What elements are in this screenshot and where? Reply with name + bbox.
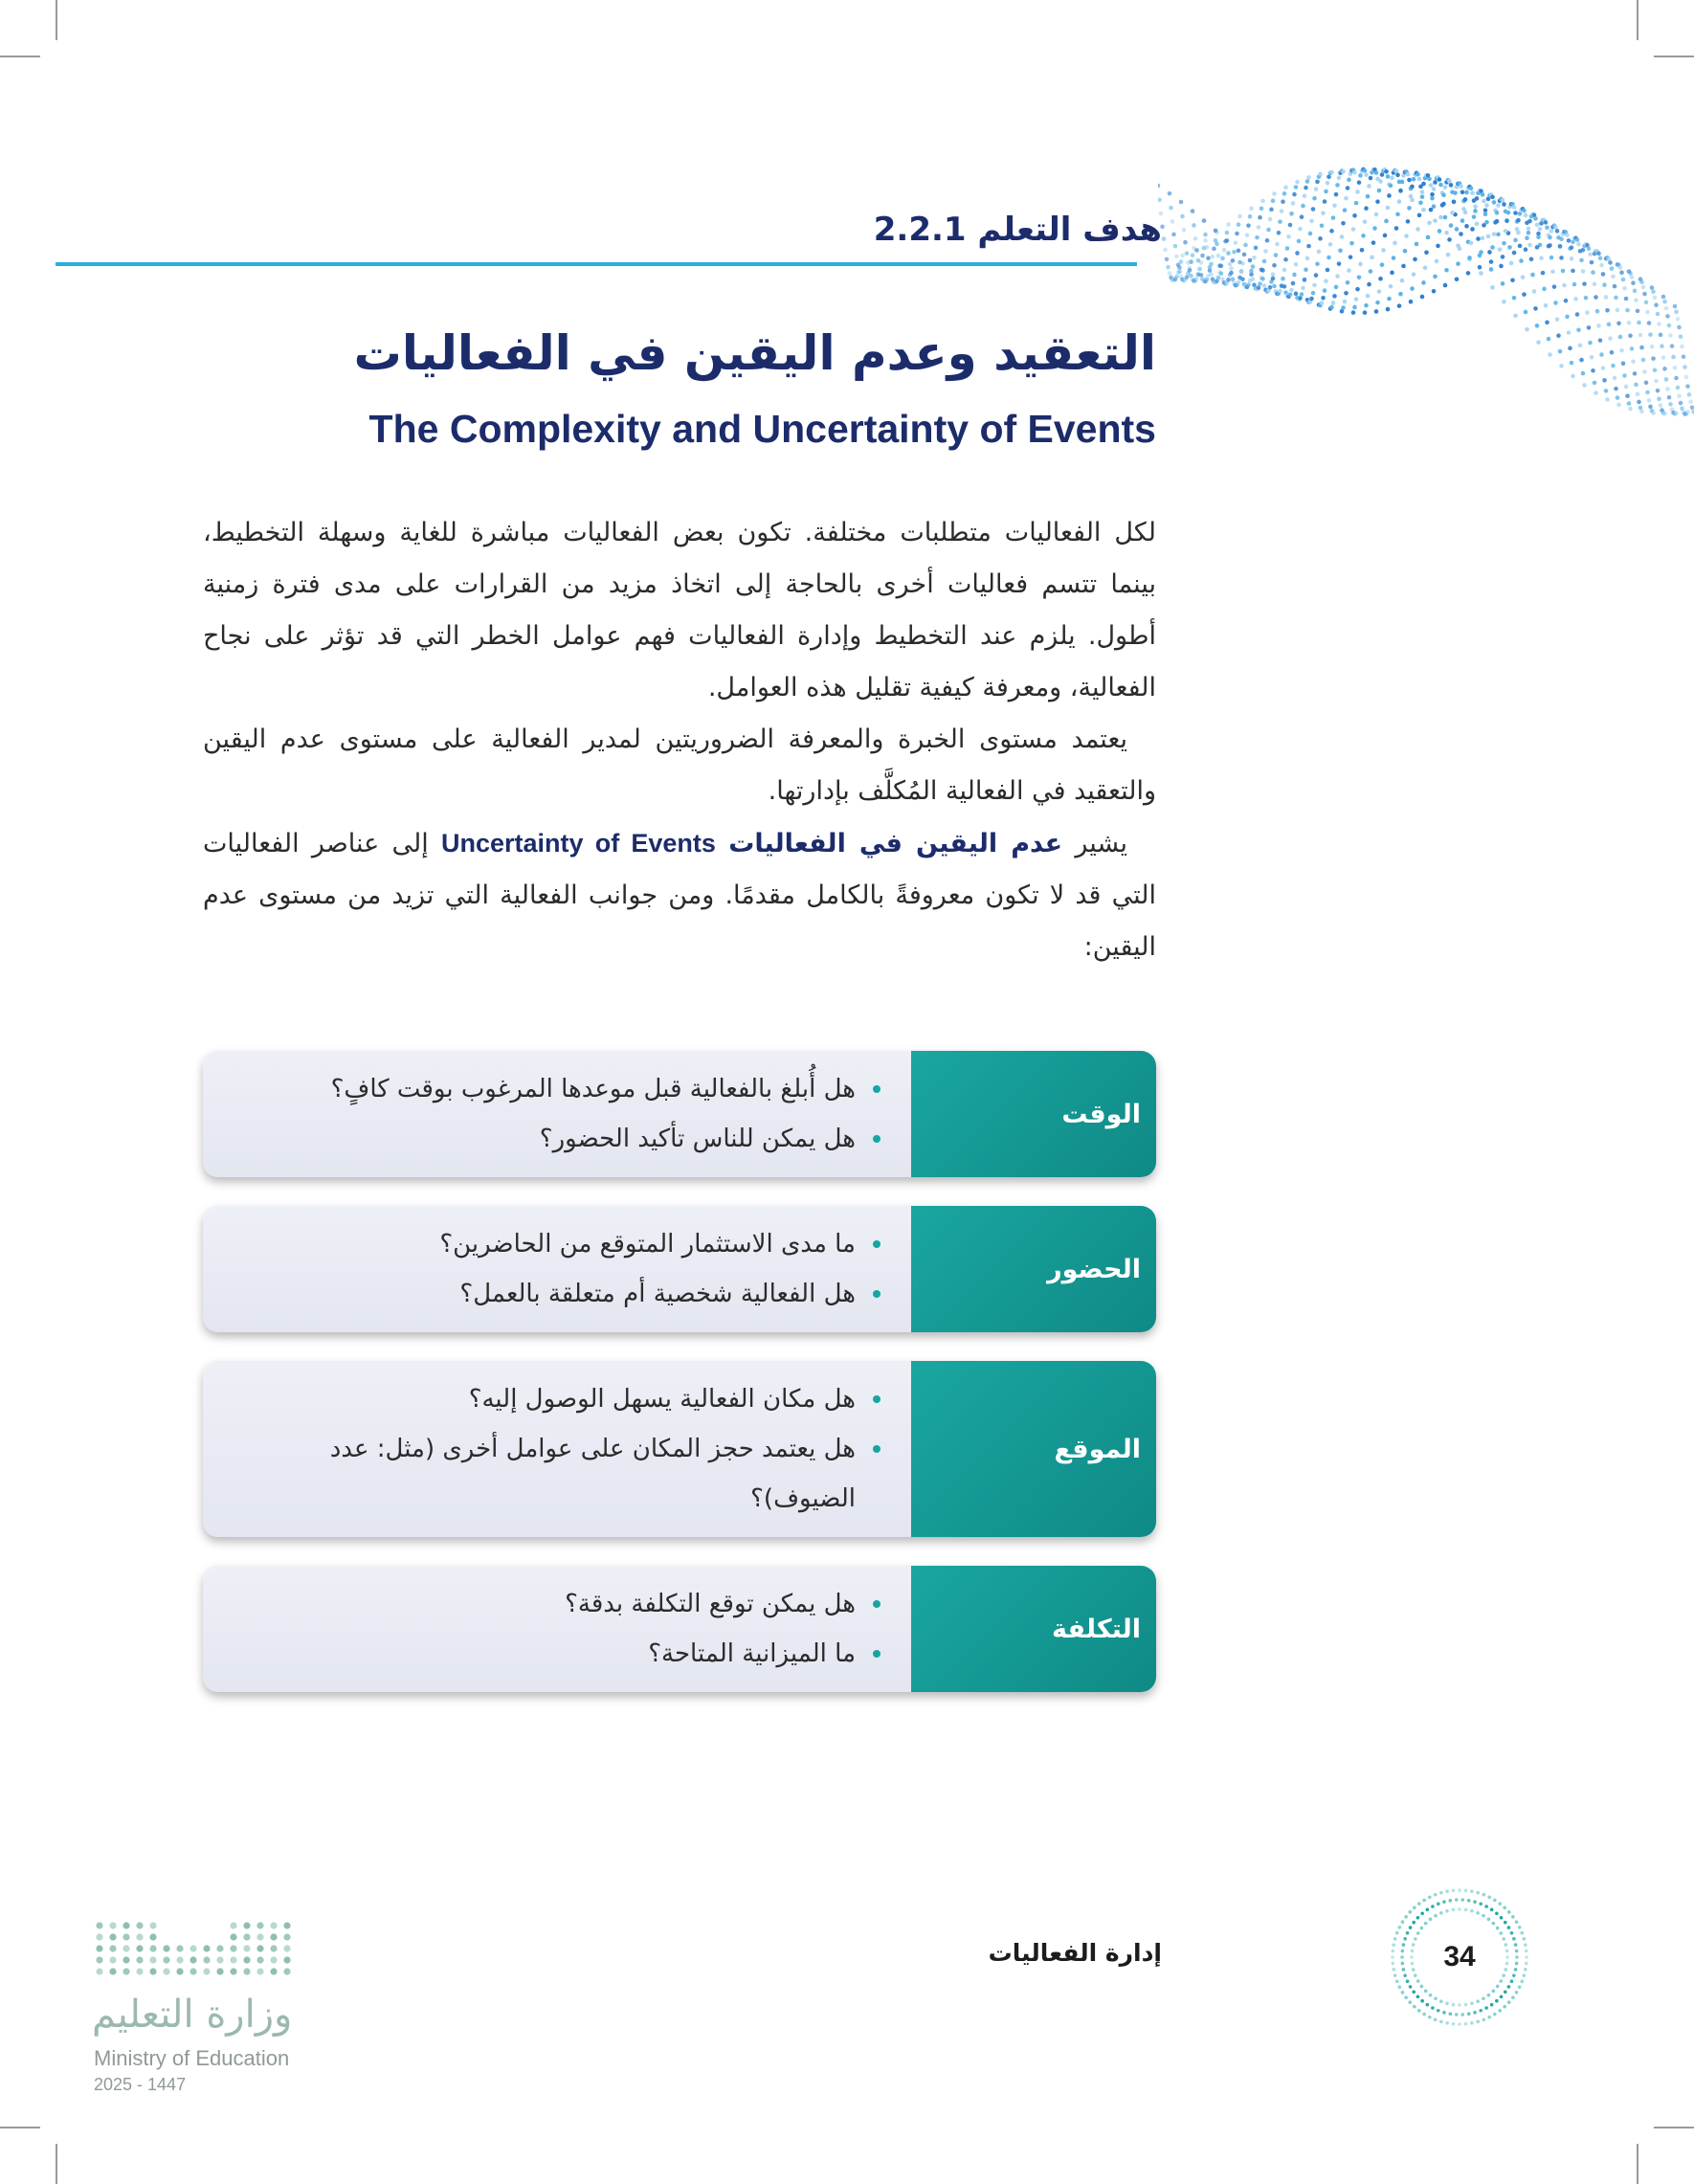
term-english: Uncertainty of Events <box>440 829 716 858</box>
factor-label: التكلفة <box>911 1566 1156 1692</box>
factor-card-attendance <box>203 1206 1156 1332</box>
factor-card-time <box>203 1051 1156 1177</box>
paragraph-2-text: يعتمد مستوى الخبرة والمعرفة الضروريتين لمدير الفعالية على مستوى عدم اليقين والتعقيد في الفعالية المُكلَّف بإدارتها. <box>203 724 1156 806</box>
ministry-name-english: Ministry of Education <box>94 2046 290 2070</box>
factor-label: الموقع <box>911 1361 1156 1537</box>
learning-objective: هدف التعلم 2.2.1 <box>873 211 1162 249</box>
factor-questions <box>203 1051 911 1177</box>
uncertainty-factors <box>203 1051 1156 1721</box>
ministry-year: 2025 - 1447 <box>94 2075 187 2094</box>
term-arabic: عدم اليقين في الفعاليات <box>728 829 1063 858</box>
factor-card-cost <box>203 1566 1156 1692</box>
body-text <box>203 507 1156 973</box>
question-item: هل أُبلغ بالفعالية قبل موعدها المرغوب بوقت كافٍ؟ <box>232 1064 882 1114</box>
crop-mark <box>1654 56 1694 57</box>
question-item: ما الميزانية المتاحة؟ <box>232 1629 882 1679</box>
question-item: هل يمكن توقع التكلفة بدقة؟ <box>232 1579 882 1629</box>
factor-label: الحضور <box>911 1206 1156 1332</box>
page-number: 34 <box>1443 1941 1476 1972</box>
page-number-badge <box>1388 1885 1531 2029</box>
crop-mark <box>0 2127 40 2128</box>
crop-mark <box>1654 2127 1694 2128</box>
factor-card-location <box>203 1361 1156 1537</box>
ministry-name-arabic: وزارة التعليم <box>92 1993 293 2037</box>
crop-mark <box>56 0 57 40</box>
page-title-arabic: التعقيد وعدم اليقين في الفعاليات <box>353 325 1156 381</box>
crop-mark <box>1637 0 1638 40</box>
question-item: هل مكان الفعالية يسهل الوصول إليه؟ <box>232 1374 882 1424</box>
book-title: إدارة الفعاليات <box>988 1939 1162 1967</box>
question-item: هل يمكن للناس تأكيد الحضور؟ <box>232 1114 882 1164</box>
page-title-english: The Complexity and Uncertainty of Events <box>368 407 1156 451</box>
ministry-logo-icon <box>92 1918 312 1985</box>
paragraph-2 <box>203 714 1156 817</box>
paragraph-3-rest: إلى عناصر الفعاليات التي قد لا تكون معروفةً بالكامل مقدمًا. ومن جوانب الفعالية التي تزيد من مستوى عدم اليقين: <box>203 829 1156 962</box>
wave-decoration <box>1158 115 1694 498</box>
question-item: ما مدى الاستثمار المتوقع من الحاضرين؟ <box>232 1219 882 1269</box>
crop-mark <box>1637 2144 1638 2184</box>
paragraph-3-start: يشير <box>1075 829 1127 858</box>
question-item: هل يعتمد حجز المكان على عوامل أخرى (مثل: عدد الضيوف)؟ <box>232 1424 882 1524</box>
factor-questions <box>203 1566 911 1692</box>
factor-questions <box>203 1206 911 1332</box>
factor-questions <box>203 1361 911 1537</box>
question-item: هل الفعالية شخصية أم متعلقة بالعمل؟ <box>232 1269 882 1319</box>
paragraph-3 <box>203 817 1156 973</box>
factor-label: الوقت <box>911 1051 1156 1177</box>
crop-mark <box>56 2144 57 2184</box>
paragraph-1: لكل الفعاليات متطلبات مختلفة. تكون بعض الفعاليات مباشرة للغاية وسهلة التخطيط، بينما تتسم فعاليات أخرى بالحاجة إلى اتخاذ مزيد من القرارات على مدى فترة زمنية أطول. يلزم عند التخطيط وإدارة الفعاليات فهم عوامل الخطر التي قد تؤثر على نجاح الفعالية، ومعرفة كيفية تقليل هذه العوامل. <box>203 518 1156 702</box>
header-divider <box>56 262 1137 266</box>
crop-mark <box>0 56 40 57</box>
